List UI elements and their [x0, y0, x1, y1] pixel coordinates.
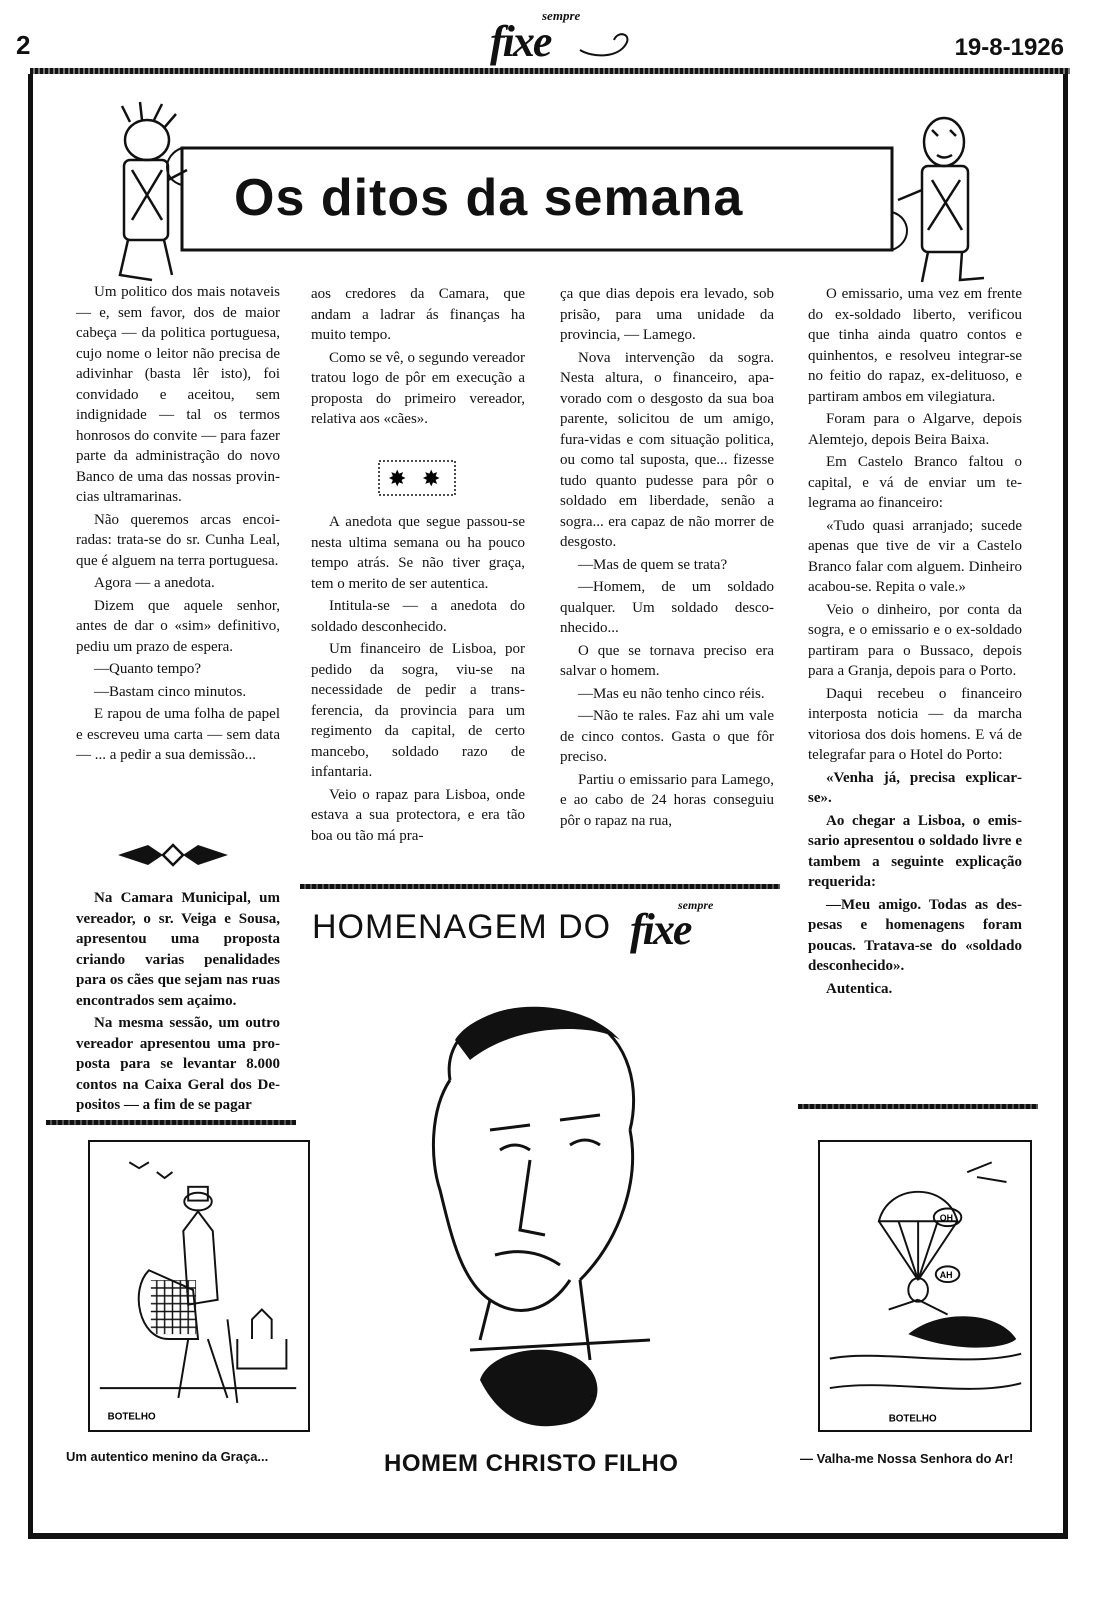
- column-3: [560, 284, 774, 833]
- paragraph: Na mesma sessão, um outro vereador apresentou uma proposta para se levantar 8.000 contos na Caixa Geral dos Depositos — a fim de se pagar: [76, 1015, 280, 1113]
- issue-date: 19-8-1926: [954, 34, 1064, 61]
- paragraph: Veio o rapaz para Lisboa, onde estava a sua protectora, e era tão boa ou tão má pra-: [311, 786, 525, 844]
- rule-right-bottom: [798, 1104, 1038, 1109]
- column-2: [311, 284, 525, 432]
- page-title: Os ditos da semana: [234, 169, 744, 227]
- homenagem-logo: [630, 898, 770, 958]
- right-illus-bubble-oh: OH: [939, 1213, 953, 1224]
- illustration-left: [88, 1140, 310, 1432]
- illustration-right: [818, 1140, 1032, 1432]
- paragraph: —Mas eu não tenho cinco réis.: [578, 685, 765, 702]
- paragraph: Nova intervenção da sogra. Nesta altura, o financeiro, apavorado com o desgosto da sua boa parente, solicitou de um amigo, fura-vidas e com situação politica, ou como tal suposta, que... fizesse tudo quanto pudesse para pôr o soldado em liberdade, senão a sogra... era capaz de não morrer de desgosto.: [560, 349, 774, 550]
- right-illus-bubble-ah: AH: [939, 1270, 953, 1281]
- homenagem-heading: HOMENAGEM DO: [312, 908, 612, 946]
- paragraph: Intitula-se — a anedota do soldado desconhecido.: [311, 598, 525, 635]
- paragraph: O emissario, uma vez em frente do ex-soldado liberto, verificou que tinha ainda quatro contos e quinhentos, e resolveu integrar-se no feitio do rapaz, ex-delituoso, e partiram ambos em vilegiatura.: [808, 286, 1022, 405]
- page-number: 2: [16, 30, 31, 60]
- column-4-bold: [808, 768, 1022, 1000]
- masthead-logo-text: fixe: [490, 17, 551, 66]
- paragraph: A anedota que segue passou-se nesta ultima semana ou ha pouco tempo atrás. Se não tiver graça, tem o merito de ser autentica.: [311, 514, 525, 592]
- rule-left-bottom: [46, 1120, 296, 1125]
- rule-homenagem-top: [300, 884, 780, 889]
- paragraph: —Mas de quem se trata?: [578, 556, 728, 573]
- paragraph: Ao chegar a Lisboa, o emissario apresentou o soldado livre e tambem a seguinte explicação requerida:: [808, 812, 1022, 890]
- paragraph: «Tudo quasi arranjado; sucede apenas que tive de vir a Castelo Branco falar com alguem. Dinheiro acabou-se. Repita o vale.»: [808, 517, 1022, 595]
- paragraph: —Quanto tempo?: [94, 661, 202, 677]
- right-illus-signature: BOTELHO: [888, 1413, 937, 1425]
- column-1: [76, 282, 280, 768]
- paragraph: —Bastam cinco minutos.: [94, 683, 247, 700]
- left-illus-signature: BOTELHO: [107, 1411, 156, 1423]
- paragraph: Um politico dos mais notaveis — e, sem favor, dos de maior cabeça — da politica portuguesa, cujo nome o leitor não precisa de adivinhar (basta lêr isto), foi convidado e aceitou, sem indignidade — tal os termos honrosos do convite — para fazer parte da administração do novo Banco de uma das nossas provincias ultramarinas.: [76, 284, 280, 505]
- masthead-swirl-icon: [578, 30, 638, 58]
- paragraph: E rapou de uma folha de papel e escreveu uma carta — sem data — ... a pedir a sua demissão...: [76, 706, 280, 763]
- caption-right: — Valha-me Nossa Senhora do Ar!: [800, 1451, 1014, 1466]
- paragraph: O que se tornava preciso era salvar o homem.: [560, 642, 774, 679]
- masthead-logo: [490, 8, 640, 66]
- paragraph: Um financeiro de Lisboa, por pedido da sogra, viu-se na necessidade de pedir a transferencia, da provincia para um regimento da capital, de certo mancebo, soldado razo de infantaria.: [311, 641, 525, 780]
- ornament-stars-icon: [378, 460, 456, 496]
- ornament-divider-icon: [118, 840, 228, 870]
- paragraph: Em Castelo Branco faltou o capital, e vá de enviar um telegrama ao financeiro:: [808, 454, 1022, 511]
- caption-center: HOMEM CHRISTO FILHO: [384, 1450, 679, 1477]
- paragraph: —Meu amigo. Todas as despesas e homenagens foram poucas. Tratava-se do «soldado desconhecido».: [808, 896, 1022, 974]
- paragraph: Como se vê, o segundo vereador tratou logo de pôr em execução a proposta do primeiro vereador, relativa aos «cães».: [311, 349, 525, 427]
- column-2-story: [311, 512, 525, 848]
- svg-text:~: ~: [590, 1389, 597, 1403]
- paragraph: ça que dias depois era levado, sob prisão, para uma unidade da provincia, — Lamego.: [560, 286, 774, 343]
- paragraph: aos credores da Camara, que andam a ladrar ás finanças ha muito tempo.: [311, 286, 525, 343]
- paragraph: Agora — a anedota.: [94, 575, 215, 591]
- svg-text:✸: ✸: [422, 467, 441, 492]
- paragraph: Foram para o Algarve, depois Alemtejo, depois Beira Baixa.: [808, 411, 1022, 448]
- paragraph: Dizem que aquele senhor, antes de dar o «sim» definitivo, pediu um prazo de espera.: [76, 597, 280, 655]
- paragraph: Na Camara Municipal, um vereador, o sr. Veiga e Sousa, apresentou uma proposta criando varias penalidades para os cães que sejam nas ruas encontrados sem açaimo.: [76, 890, 280, 1009]
- paragraph: —Homem, de um soldado qualquer. Um soldado desconhecido...: [560, 579, 774, 636]
- paragraph: Autentica.: [826, 980, 893, 997]
- caption-left: Um autentico menino da Graça...: [66, 1449, 269, 1464]
- paragraph: —Não te rales. Faz ahi um vale de cinco contos. Gasta o que fôr preciso.: [560, 708, 774, 765]
- caricature-illustration: [380, 980, 680, 1430]
- paragraph: «Venha já, precisa explicarse».: [808, 769, 1022, 806]
- paragraph: Daqui recebeu o financeiro interposta noticia — da marcha vitoriosa dos dois homens. E vá de telegrafar para o Hotel do Porto:: [808, 685, 1022, 763]
- paragraph: Veio o dinheiro, por conta da sogra, e o emissario e o ex-soldado partiram para o Bussaco, depois para a Granja, depois para o Porto.: [808, 601, 1022, 679]
- column-4: [808, 284, 1022, 1001]
- homenagem-logo-small: sempre: [678, 898, 714, 912]
- paragraph: Partiu o emissario para Lamego, e ao cabo de 24 horas conseguiu pôr o rapaz na rua,: [560, 771, 774, 829]
- column-1-bold: [76, 888, 280, 1118]
- paragraph: Não queremos arcas encoiradas: trata-se do sr. Cunha Leal, que é alguem na terra portuguesa.: [76, 511, 280, 569]
- masthead-logo-small: sempre: [542, 8, 581, 23]
- svg-text:✸: ✸: [388, 467, 407, 492]
- homenagem-logo-text: fixe: [630, 905, 691, 954]
